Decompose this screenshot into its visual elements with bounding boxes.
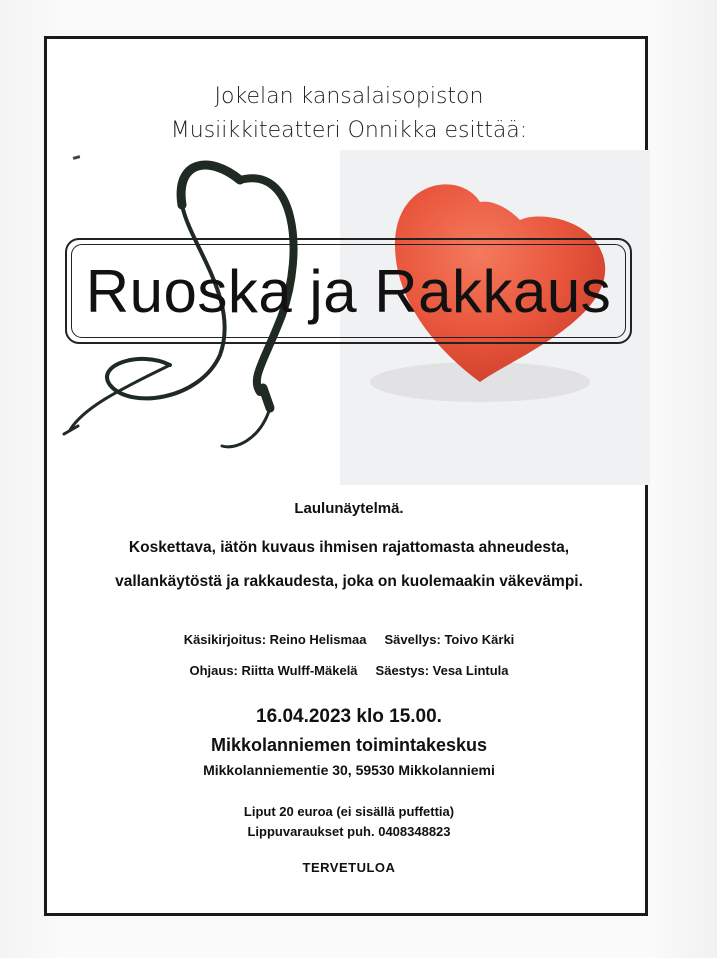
poster-title: Ruoska ja Rakkaus bbox=[85, 257, 612, 325]
header-line-1: Jokelan kansalaisopiston bbox=[214, 84, 484, 109]
event-datetime: 16.04.2023 klo 15.00. bbox=[256, 706, 442, 727]
poster-header bbox=[44, 80, 654, 148]
header-line-2: Musiikkiteatteri Onnikka esittää: bbox=[170, 118, 528, 143]
description-line-2: vallankäytöstä ja rakkaudesta, joka on kuolemaakin väkevämpi. bbox=[115, 573, 583, 590]
event-venue: Mikkolanniemen toimintakeskus bbox=[210, 735, 488, 755]
credits-row-1 bbox=[44, 624, 654, 655]
ticket-booking: Lippuvaraukset puh. 0408348823 bbox=[247, 824, 451, 839]
description-line-1: Koskettava, iätön kuvaus ihmisen rajattomasta ahneudesta, bbox=[128, 539, 570, 556]
welcome-text: TERVETULOA bbox=[302, 860, 396, 875]
title-frame bbox=[65, 238, 632, 344]
genre-label: Laulunäytelmä. bbox=[294, 500, 404, 517]
credits bbox=[44, 624, 654, 686]
credit-arrangement: Säestys: Vesa Lintula bbox=[375, 663, 509, 678]
credit-direction: Ohjaus: Riitta Wulff-Mäkelä bbox=[189, 663, 358, 678]
credits-row-2 bbox=[44, 655, 654, 686]
credit-composition: Sävellys: Toivo Kärki bbox=[384, 632, 515, 647]
ticket-info bbox=[44, 802, 654, 842]
ticket-price: Liput 20 euroa (ei sisällä puffettia) bbox=[243, 804, 455, 819]
event-address: Mikkolanniementie 30, 59530 Mikkolanniemi bbox=[203, 762, 495, 778]
credit-script: Käsikirjoitus: Reino Helismaa bbox=[183, 632, 367, 647]
description bbox=[44, 531, 654, 599]
